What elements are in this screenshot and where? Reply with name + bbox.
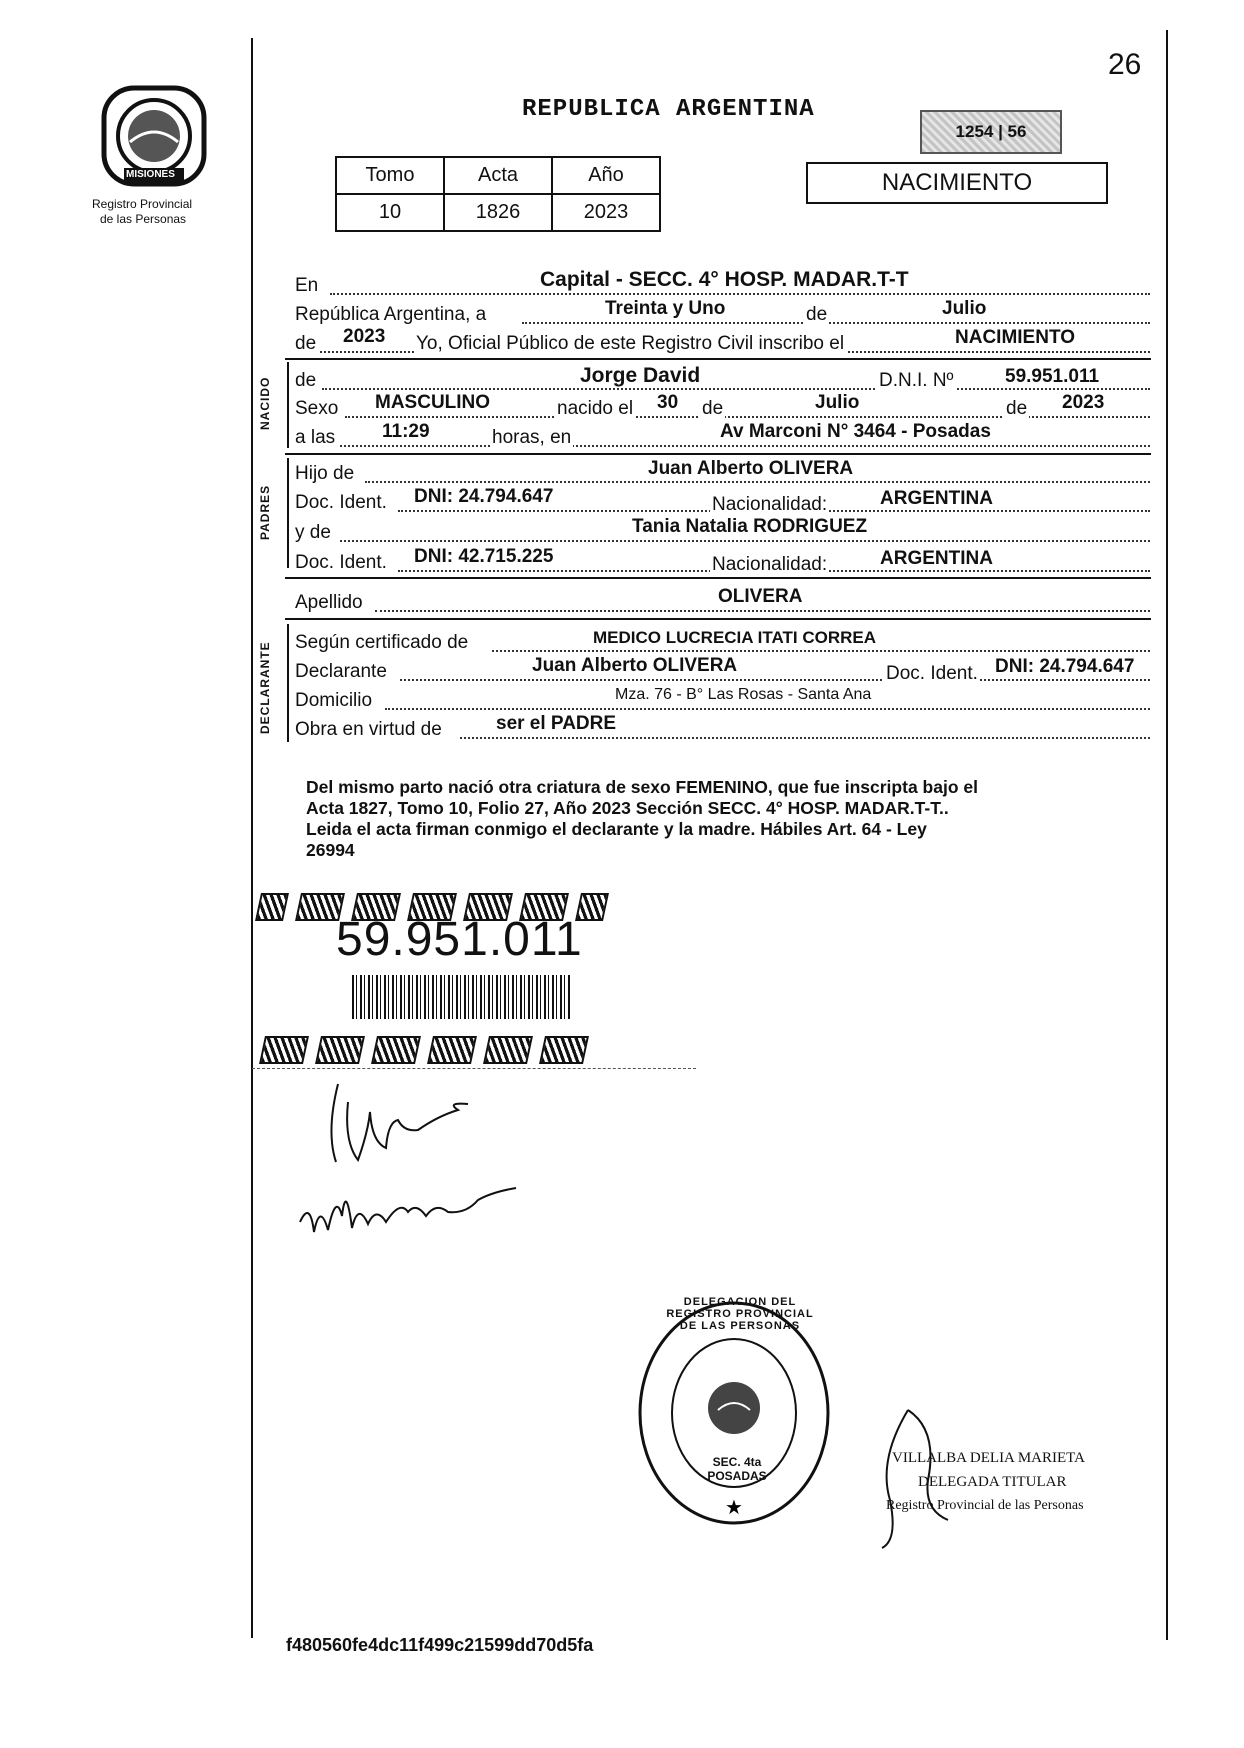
obra-label: Obra en virtud de <box>295 719 442 740</box>
cert-label: Según certificado de <box>295 632 469 653</box>
signature-declarante <box>318 1072 498 1177</box>
dots <box>375 610 1150 612</box>
en-label: En <box>295 275 319 296</box>
divider <box>285 577 1151 579</box>
mother-doc-label: Doc. Ident. <box>295 552 387 573</box>
dni-label: D.N.I. Nº <box>879 370 954 391</box>
note-line: Leida el acta firman conmigo el declarante y la madre. Hábiles Art. 64 - Ley <box>306 819 927 839</box>
security-pattern <box>483 1036 533 1064</box>
header-ano: Año <box>552 157 660 194</box>
header-tomo: Tomo <box>336 157 444 194</box>
registry-name-line2: de las Personas <box>100 212 187 226</box>
inscription-value: NACIMIENTO <box>955 327 1075 348</box>
barcode <box>352 975 570 1019</box>
officer-registry: Registro Provincial de las Personas <box>886 1498 1084 1513</box>
note-line: Acta 1827, Tomo 10, Folio 27, Año 2023 Sección SECC. 4° HOSP. MADAR.T-T.. <box>306 798 949 818</box>
sexo-label: Sexo <box>295 398 339 419</box>
dots <box>365 481 1150 483</box>
mother-name: Tania Natalia RODRIGUEZ <box>632 516 868 537</box>
security-pattern <box>315 1036 365 1064</box>
officer-title: DELEGADA TITULAR <box>918 1474 1067 1490</box>
declarante-label: Declarante <box>295 661 387 682</box>
security-pattern <box>371 1036 421 1064</box>
birth-day: 30 <box>657 392 679 413</box>
dots <box>400 679 1150 681</box>
seal-ring-text: DELEGACION DEL REGISTRO PROVINCIAL DE LAS PERSONAS <box>666 1296 814 1332</box>
sexo-value: MASCULINO <box>375 392 491 413</box>
birth-de-label: de <box>702 398 724 419</box>
father-nationality: ARGENTINA <box>880 488 993 509</box>
birth-de-year-label: de <box>1006 398 1028 419</box>
act-type-box <box>806 162 1108 204</box>
page-number: 26 <box>1108 48 1142 81</box>
dots <box>340 540 1150 542</box>
apellido-label: Apellido <box>295 592 363 613</box>
security-pattern <box>259 1036 309 1064</box>
cert-value: MEDICO LUCRECIA ITATI CORREA <box>593 628 877 647</box>
dots <box>492 650 1150 652</box>
dots <box>460 737 1150 739</box>
nacido-de-label: de <box>295 370 317 391</box>
declarante-name: Juan Alberto OLIVERA <box>532 655 738 676</box>
hijo-de-label: Hijo de <box>295 463 355 484</box>
section-bar <box>287 458 289 568</box>
seal-inner-text: SEC. 4ta POSADAS <box>707 1455 767 1483</box>
stamp-number-box <box>920 110 1062 154</box>
father-name: Juan Alberto OLIVERA <box>648 458 854 479</box>
note-line: 26994 <box>306 840 355 860</box>
birth-year: 2023 <box>1062 392 1105 413</box>
value-ano: 2023 <box>552 194 660 231</box>
de-label-2: de <box>295 333 317 354</box>
security-pattern <box>539 1036 589 1064</box>
father-doc-label: Doc. Ident. <box>295 492 387 513</box>
header-acta: Acta <box>444 157 552 194</box>
place-value: Capital - SECC. 4° HOSP. MADAR.T-T <box>540 268 909 291</box>
year-value: 2023 <box>343 326 386 347</box>
official-seal <box>636 1300 832 1526</box>
value-acta: 1826 <box>444 194 552 231</box>
divider <box>285 453 1151 455</box>
signature-mother <box>296 1172 546 1257</box>
section-bar <box>287 362 289 448</box>
country-title: REPUBLICA ARGENTINA <box>522 96 815 123</box>
declarante-doc-label: Doc. Ident. <box>886 663 978 684</box>
a-las-label: a las <box>295 427 336 448</box>
mother-nat-label: Nacionalidad: <box>712 554 828 575</box>
dots <box>330 293 1150 295</box>
note-line: Del mismo parto nació otra criatura de sexo FEMENINO, que fue inscripta bajo el <box>306 777 978 797</box>
register-table <box>335 156 661 232</box>
horas-label: horas, en <box>492 427 572 448</box>
left-margin-line <box>251 38 253 1638</box>
de-label: de <box>806 304 828 325</box>
month-value: Julio <box>942 298 987 319</box>
padres-side-label: PADRES <box>258 484 272 540</box>
dots <box>385 708 1150 710</box>
svg-text:★: ★ <box>725 1495 743 1519</box>
province-logo <box>100 82 208 190</box>
officer-text: Yo, Oficial Público de este Registro Civil inscribo el <box>416 333 845 354</box>
barcode-underline <box>252 1068 696 1069</box>
logo-bottom-text: MISIONES <box>126 169 175 180</box>
obra-value: ser el PADRE <box>496 713 617 734</box>
republic-label: República Argentina, a <box>295 304 487 325</box>
notes-block <box>306 777 1146 861</box>
section-bar <box>287 624 289 742</box>
security-pattern <box>427 1036 477 1064</box>
day-value: Treinta y Uno <box>605 298 726 319</box>
mother-nationality: ARGENTINA <box>880 548 993 569</box>
child-name: Jorge David <box>580 364 701 387</box>
act-type: NACIMIENTO <box>881 169 1033 196</box>
nacido-el-label: nacido el <box>557 398 634 419</box>
security-pattern <box>255 893 289 921</box>
domicilio-label: Domicilio <box>295 690 373 711</box>
dots <box>340 445 1150 447</box>
mother-doc: DNI: 42.715.225 <box>414 546 554 567</box>
birth-place: Av Marconi N° 3464 - Posadas <box>720 421 991 442</box>
dots <box>345 416 1150 418</box>
dots <box>322 388 1150 390</box>
declarante-doc: DNI: 24.794.647 <box>995 656 1135 677</box>
declarante-side-label: DECLARANTE <box>258 641 272 734</box>
father-doc: DNI: 24.794.647 <box>414 486 554 507</box>
registry-name-line1: Registro Provincial <box>92 197 193 211</box>
domicilio-value: Mza. 76 - B° Las Rosas - Santa Ana <box>615 686 872 703</box>
divider <box>285 618 1151 620</box>
barcode-number: 59.951.011 <box>336 913 583 966</box>
value-tomo: 10 <box>336 194 444 231</box>
child-dni: 59.951.011 <box>1005 366 1100 387</box>
dots <box>522 322 1150 324</box>
birth-month: Julio <box>815 392 860 413</box>
apellido-value: OLIVERA <box>718 586 803 607</box>
document-hash: f480560fe4dc11f499c21599dd70d5fa <box>286 1635 594 1655</box>
right-margin-line <box>1166 30 1168 1640</box>
divider <box>285 358 1151 360</box>
officer-name: VILLALBA DELIA MARIETA <box>892 1450 1085 1466</box>
birth-time: 11:29 <box>382 421 430 442</box>
security-strip-bottom <box>262 1036 586 1064</box>
father-nat-label: Nacionalidad: <box>712 494 828 515</box>
nacido-side-label: NACIDO <box>258 376 272 430</box>
stamp-number: 1254 | 56 <box>922 112 1060 152</box>
y-de-label: y de <box>295 522 331 543</box>
